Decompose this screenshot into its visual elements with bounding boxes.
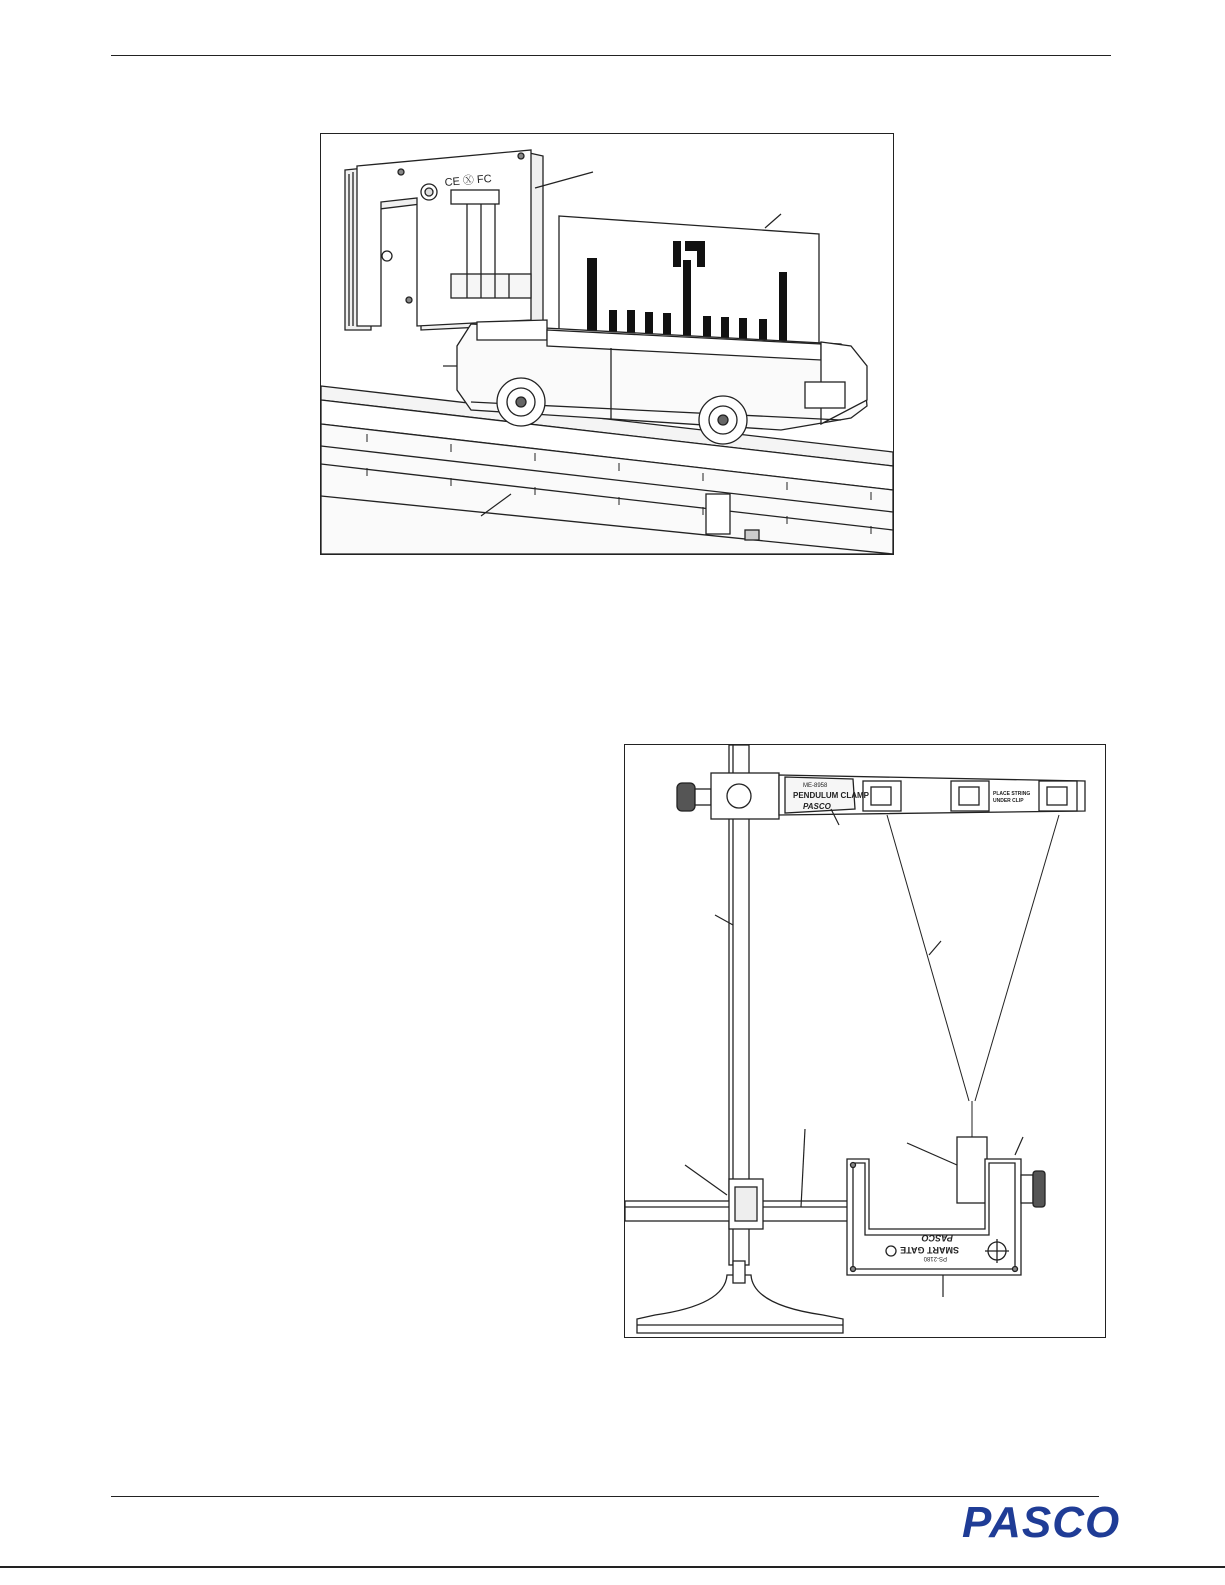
horizontal-rod: [625, 1179, 849, 1229]
stand-base: [637, 1261, 843, 1333]
pendulum-bob: [957, 1137, 987, 1203]
picket-fence: [559, 216, 819, 348]
string-note-1: PLACE STRING: [993, 791, 1031, 797]
clamp-brand: PASCO: [803, 802, 831, 811]
gate-brand: PASCO: [921, 1233, 953, 1243]
figure-pendulum-smart-gate: [624, 744, 1106, 1338]
header-rule: [111, 55, 1111, 56]
pendulum-strings: [887, 815, 1059, 1137]
gate-markings: CE Ⓧ FC: [444, 172, 493, 189]
footer-rule: [111, 1496, 1099, 1497]
gate-model: PS-2180: [923, 1255, 947, 1261]
figure-smart-gate-cart: [320, 133, 894, 555]
pasco-logo: PASCO: [962, 1498, 1121, 1547]
clamp-model: ME-8958: [803, 783, 828, 789]
string-note-2: UNDER CLIP: [993, 798, 1024, 804]
clamp-knob: [677, 783, 695, 811]
cart-track-illustration: [321, 134, 893, 554]
clamp-name: PENDULUM CLAMP: [793, 791, 869, 800]
page-bottom-rule: [0, 1566, 1225, 1568]
pendulum-illustration: [625, 745, 1105, 1337]
gate-name: SMART GATE: [900, 1245, 959, 1255]
gate-connector: [1033, 1171, 1045, 1207]
